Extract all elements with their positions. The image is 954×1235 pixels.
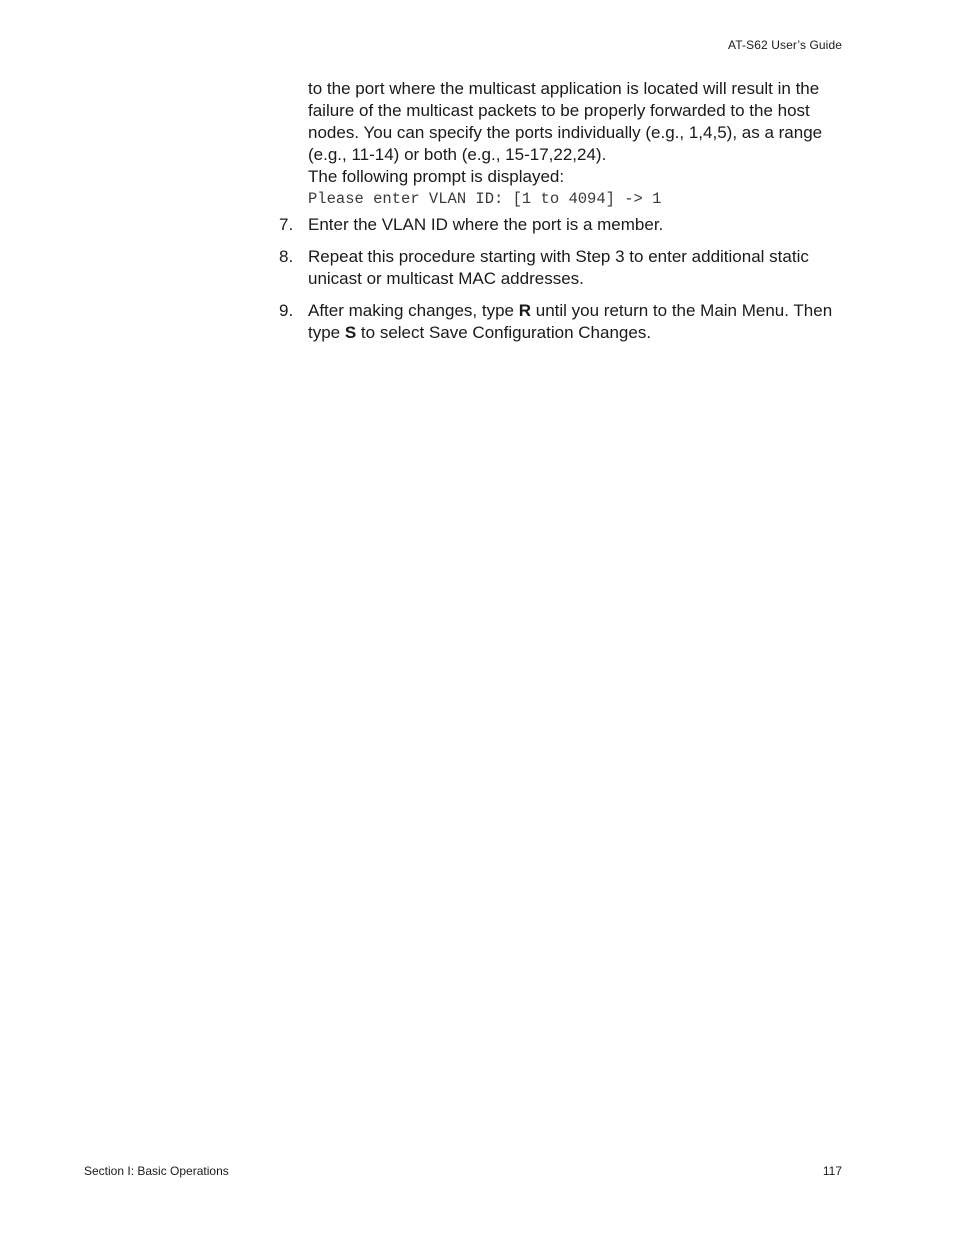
running-header: AT-S62 User’s Guide (728, 38, 842, 52)
page-number: 117 (822, 1164, 842, 1178)
step-7 (279, 214, 848, 236)
step-text-part: After making changes, type (308, 301, 519, 320)
step-text: Enter the VLAN ID where the port is a member. (308, 215, 664, 234)
prompt-intro: The following prompt is displayed: (308, 167, 565, 186)
footer-section: Section I: Basic Operations (84, 1164, 229, 1178)
steps-list (279, 214, 848, 344)
step-8 (279, 246, 848, 290)
body-content (279, 78, 848, 354)
step-9 (279, 300, 848, 344)
step-text-part: to select Save Configuration Changes. (356, 323, 652, 342)
step-number: 9. (279, 301, 294, 320)
code-sample: Please enter VLAN ID: [1 to 4094] -> 1 (308, 190, 662, 208)
step-number: 7. (279, 215, 294, 234)
step-text: Repeat this procedure starting with Step 3 to enter additional static unicast or multicast MAC addresses. (308, 247, 809, 288)
key-s: S (344, 323, 357, 342)
step-number: 8. (279, 247, 294, 266)
continuation-paragraph: to the port where the multicast application is located will result in the failure of the multicast packets to be properly forwarded to the host nodes. You can specify the ports individually (e.g., 1,4,5), as a range (e.g., 11-14) or both (e.g., 15-17,22,24). (308, 79, 823, 164)
key-r: R (518, 301, 532, 320)
step-text-part: until you return to the Main Menu. Then type (308, 301, 833, 342)
